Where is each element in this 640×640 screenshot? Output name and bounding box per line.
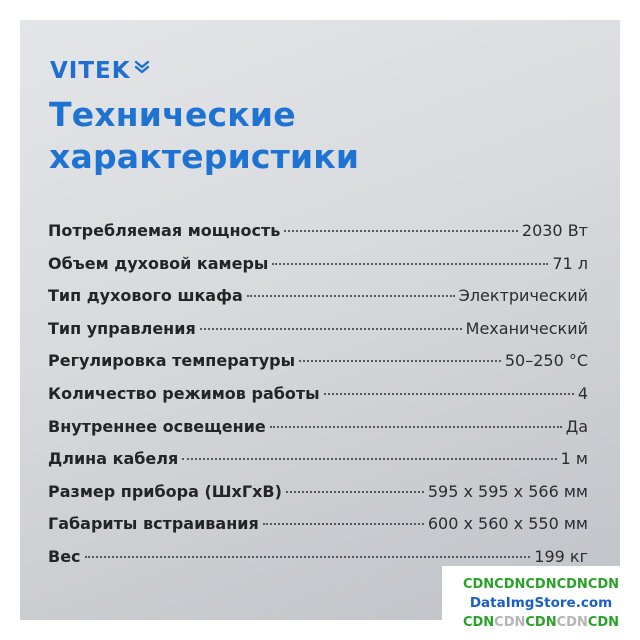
watermark-cdn: CDN: [587, 615, 620, 630]
dot-leader: [272, 263, 548, 265]
spec-card: [20, 20, 620, 620]
dot-leader: [263, 523, 424, 525]
spec-label: Объем духовой камеры: [48, 253, 269, 273]
dot-leader: [182, 458, 556, 460]
spec-value: Механический: [465, 318, 588, 338]
spec-label: Тип управления: [48, 318, 196, 338]
spec-list: [48, 221, 588, 580]
spec-label: Внутреннее освещение: [48, 416, 266, 436]
spec-label: Размер прибора (ШхГхВ): [48, 481, 282, 501]
watermark-cdn: CDN: [525, 615, 557, 630]
dot-leader: [324, 393, 574, 395]
spec-row: [48, 351, 588, 384]
spec-label: Количество режимов работы: [48, 383, 320, 403]
dot-leader: [247, 295, 455, 297]
spec-value: 2030 Вт: [521, 221, 588, 240]
page-title: [49, 94, 359, 178]
spec-label: Вес: [48, 546, 81, 566]
spec-value: 71 л: [552, 253, 588, 273]
watermark: [442, 566, 640, 640]
spec-value: 199 кг: [534, 546, 588, 566]
spec-row: [48, 417, 588, 450]
spec-value: 4: [577, 383, 588, 403]
spec-value: 1 м: [560, 449, 588, 469]
watermark-line-1: CDNCDNCDNCDNCDN: [462, 577, 620, 592]
watermark-cdn: CDN: [494, 615, 526, 630]
spec-value: 595 х 595 х 566 мм: [427, 481, 588, 501]
brand-name: VITEK: [50, 58, 131, 84]
watermark-site: DataImgStore.com: [469, 595, 613, 611]
dot-leader: [200, 328, 462, 330]
watermark-cdn: CDN: [556, 615, 588, 630]
spec-row: [48, 221, 588, 254]
spec-row: [48, 514, 588, 547]
dot-leader: [299, 360, 501, 362]
spec-row: [48, 384, 588, 417]
dot-leader: [270, 426, 562, 428]
spec-label: Тип духового шкафа: [48, 286, 243, 306]
spec-value: 600 х 560 х 550 мм: [427, 514, 588, 534]
spec-label: Длина кабеля: [48, 449, 179, 469]
spec-value: 50–250 °С: [504, 351, 588, 371]
spec-value: Да: [565, 416, 588, 436]
dot-leader: [284, 230, 518, 232]
spec-row: [48, 254, 588, 287]
watermark-cdn: CDN: [462, 615, 495, 630]
spec-value: Электрический: [458, 286, 588, 306]
watermark-line-3: [442, 613, 640, 632]
title-line-2: характеристики: [49, 137, 360, 176]
spec-row: [48, 286, 588, 319]
dot-leader: [286, 491, 424, 493]
title-line-1: Технические: [49, 95, 296, 134]
spec-row: [48, 319, 588, 352]
brand-logo: [50, 58, 150, 84]
spec-row: [48, 449, 588, 482]
spec-label: Габариты встраивания: [48, 514, 259, 534]
dot-leader: [85, 556, 531, 558]
spec-label: Регулировка температуры: [48, 351, 296, 371]
spec-label: Потребляемая мощность: [48, 221, 281, 240]
double-chevron-down-icon: [134, 54, 150, 80]
spec-row: [48, 482, 588, 515]
